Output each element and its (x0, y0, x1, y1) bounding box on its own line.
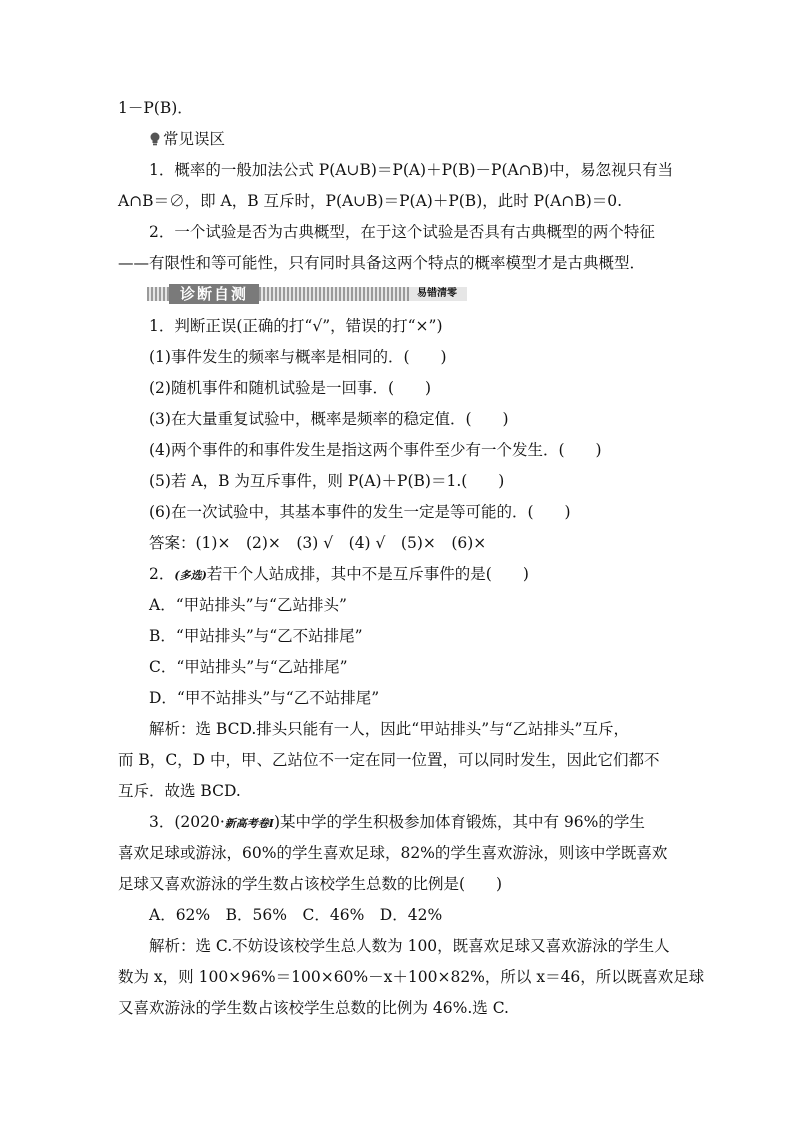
common-error-1-line1: 1．概率的一般加法公式 P(A∪B)＝P(A)＋P(B)－P(A∩B)中，易忽视只有当 (149, 161, 674, 179)
common-errors-heading (149, 129, 225, 149)
top-formula: 1－P(B)． (118, 99, 193, 117)
q2-analysis-line1: 解析：选 BCD.排头只能有一人，因此“甲站排头”与“乙站排头”互斥， (149, 720, 629, 738)
q3-stem-line1 (149, 812, 645, 834)
q3-stem-line2: 喜欢足球或游泳，60%的学生喜欢足球，82%的学生喜欢游泳，则该中学既喜欢 (118, 844, 668, 862)
q3-stem-line3: 足球又喜欢游泳的学生数占该校学生总数的比例是( ) (118, 875, 503, 893)
q2-option-d: D．“甲不站排头”与“乙不站排尾” (149, 689, 380, 707)
common-error-1-line2: A∩B＝∅，即 A，B 互斥时，P(A∪B)＝P(A)＋P(B)，此时 P(A∩B)＝0. (118, 192, 623, 210)
q1-item-2: (2)随机事件和随机试验是一回事．( ) (149, 379, 432, 397)
common-errors-title: 常见误区 (163, 130, 226, 148)
q3-source-tag: 新高考卷Ⅰ (224, 817, 274, 830)
q3-analysis-line2: 数为 x，则 100×96%＝100×60%－x＋100×82%，所以 x＝46，所以既喜欢足球 (118, 968, 705, 986)
section-subtitle: 易错清零 (409, 287, 465, 301)
q3-analysis-line1: 解析：选 C.不妨设该校学生总人数为 100，既喜欢足球又喜欢游泳的学生人 (149, 937, 670, 955)
q3-stem-text: )某中学的学生积极参加体育锻炼，其中有 96%的学生 (273, 813, 645, 831)
q1-stem: 1．判断正误(正确的打“√”，错误的打“×”) (149, 317, 443, 335)
section-title: 诊断自测 (169, 284, 259, 304)
q1-item-3: (3)在大量重复试验中，概率是频率的稳定值．( ) (149, 410, 509, 428)
q2-option-c: C．“甲站排头”与“乙站排尾” (149, 658, 348, 676)
q2-analysis-line3: 互斥．故选 BCD. (118, 782, 241, 800)
q2-multi-choice-tag: (多选) (174, 569, 207, 582)
q2-number: 2． (149, 565, 175, 583)
lightbulb-icon (149, 131, 161, 145)
section-banner (147, 284, 471, 304)
q1-item-6: (6)在一次试验中，其基本事件的发生一定是等可能的．( ) (149, 503, 571, 521)
q1-answer: 答案：(1)× (2)× (3) √ (4) √ (5)× (6)× (149, 534, 487, 552)
q1-item-4: (4)两个事件的和事件发生是指这两个事件至少有一个发生．( ) (149, 441, 602, 459)
common-error-2-line2: ——有限性和等可能性，只有同时具备这两个特点的概率模型才是古典概型． (118, 254, 646, 272)
common-error-2-line1: 2．一个试验是否为古典概型，在于这个试验是否具有古典概型的两个特征 (149, 223, 655, 241)
q2-analysis-line2: 而 B，C，D 中，甲、乙站位不一定在同一位置，可以同时发生，因此它们都不 (118, 751, 660, 769)
q2-option-b: B．“甲站排头”与“乙不站排尾” (149, 627, 363, 645)
q2-stem-text: 若干个人站成排，其中不是互斥事件的是( ) (206, 565, 529, 583)
q3-options: A．62% B．56% C．46% D．42% (149, 906, 443, 924)
q1-item-1: (1)事件发生的频率与概率是相同的．( ) (149, 348, 447, 366)
q2-option-a: A．“甲站排头”与“乙站排头” (149, 596, 347, 614)
q3-number: 3．(2020· (149, 813, 225, 831)
q1-item-5: (5)若 A，B 为互斥事件，则 P(A)＋P(B)＝1.( ) (149, 472, 505, 490)
q2-stem (149, 564, 529, 586)
q3-analysis-line3: 又喜欢游泳的学生数占该校学生总数的比例为 46%.选 C. (118, 999, 509, 1017)
